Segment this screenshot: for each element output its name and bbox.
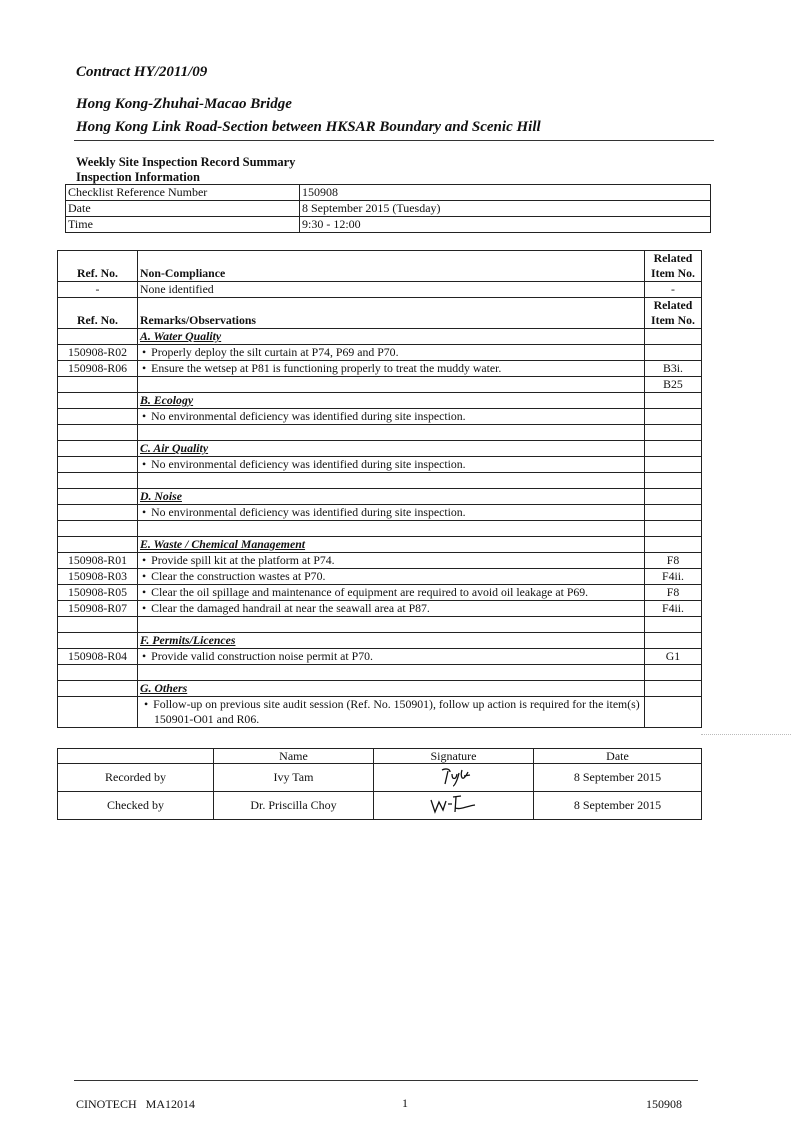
item-cell: [645, 617, 702, 633]
table-row: [58, 649, 702, 665]
ref-cell: [58, 425, 138, 441]
table-row: [58, 409, 702, 425]
section-row: [58, 329, 702, 345]
column-header-date: Date: [534, 749, 702, 764]
ref-cell: 150908-R06: [58, 361, 138, 377]
header-line: Item No.: [651, 266, 695, 280]
page-number: 1: [402, 1096, 408, 1110]
column-header-item: [645, 298, 702, 329]
table-row: [58, 282, 702, 298]
item-cell: [645, 409, 702, 425]
contract-number: Contract HY/2011/09: [76, 64, 208, 80]
table-row: [66, 185, 711, 201]
ref-cell: [58, 633, 138, 649]
signature-cell: [374, 792, 534, 820]
table-row: [58, 521, 702, 537]
desc-cell: [138, 425, 645, 441]
item-cell: [645, 457, 702, 473]
item-cell: B3i.: [645, 361, 702, 377]
bullet-text: • Follow-up on previous site audit session (Ref. No. 150901), follow up action is required for the item(s) 150901-O01 and R06.: [142, 697, 640, 726]
section-row: [58, 681, 702, 697]
column-header-item: [645, 251, 702, 282]
desc-cell: None identified: [138, 282, 645, 298]
item-cell: [645, 505, 702, 521]
section-title-permits: F. Permits/Licences: [138, 633, 645, 649]
ref-cell: -: [58, 282, 138, 298]
info-value: 150908: [300, 185, 711, 201]
section-title-air: C. Air Quality: [138, 441, 645, 457]
ref-cell: [58, 473, 138, 489]
item-cell: [645, 681, 702, 697]
record-title: Weekly Site Inspection Record Summary: [76, 155, 296, 169]
section-title-ecology: B. Ecology: [138, 393, 645, 409]
table-row: [58, 457, 702, 473]
item-cell: [645, 521, 702, 537]
column-header-name: Name: [214, 749, 374, 764]
desc-cell: • Clear the construction wastes at P70.: [138, 569, 645, 585]
table-row: [58, 792, 702, 820]
ref-cell: [58, 665, 138, 681]
header-line: Related: [653, 251, 693, 265]
item-cell: [645, 697, 702, 728]
section-row: [58, 633, 702, 649]
item-cell: F8: [645, 585, 702, 601]
info-value: 9:30 - 12:00: [300, 217, 711, 233]
desc-cell: • No environmental deficiency was identified during site inspection.: [138, 457, 645, 473]
item-cell: [645, 665, 702, 681]
table-row: [58, 585, 702, 601]
info-label: Date: [66, 201, 300, 217]
desc-cell: [138, 617, 645, 633]
item-cell: [645, 537, 702, 553]
ref-cell: [58, 393, 138, 409]
table-row: [66, 201, 711, 217]
desc-cell: • Ensure the wetsep at P81 is functioning properly to treat the muddy water.: [138, 361, 645, 377]
item-cell: [645, 345, 702, 361]
item-cell: F4ii.: [645, 601, 702, 617]
footer-company: CINOTECH MA12014: [76, 1097, 195, 1111]
item-cell: [645, 473, 702, 489]
table-row: [58, 473, 702, 489]
desc-cell: • No environmental deficiency was identified during site inspection.: [138, 409, 645, 425]
ref-cell: [58, 537, 138, 553]
ref-cell: [58, 681, 138, 697]
column-header-noncompliance: Non-Compliance: [138, 251, 645, 282]
ref-cell: 150908-R05: [58, 585, 138, 601]
section-title-water: A. Water Quality: [138, 329, 645, 345]
ref-cell: [58, 377, 138, 393]
table-row: [58, 377, 702, 393]
ref-cell: [58, 697, 138, 728]
ref-cell: [58, 441, 138, 457]
desc-cell: • Provide valid construction noise permit at P70.: [138, 649, 645, 665]
item-cell: [645, 441, 702, 457]
ref-cell: [58, 329, 138, 345]
desc-cell: • Clear the oil spillage and maintenance of equipment are required to avoid oil leakage at P69.: [138, 585, 645, 601]
project-title-line2: Hong Kong Link Road-Section between HKSAR Boundary and Scenic Hill: [76, 119, 541, 135]
section-row: [58, 489, 702, 505]
desc-cell: • No environmental deficiency was identified during site inspection.: [138, 505, 645, 521]
table-row: [58, 764, 702, 792]
footer-divider: [74, 1080, 698, 1081]
empty-header-cell: [58, 749, 214, 764]
project-title-line1: Hong Kong-Zhuhai-Macao Bridge: [76, 96, 292, 112]
column-header-remarks: Remarks/Observations: [138, 298, 645, 329]
role-cell: Recorded by: [58, 764, 214, 792]
desc-cell: [138, 521, 645, 537]
section-title-others: G. Others: [138, 681, 645, 697]
date-cell: 8 September 2015: [534, 792, 702, 820]
ref-cell: 150908-R03: [58, 569, 138, 585]
item-cell: F8: [645, 553, 702, 569]
item-cell: [645, 425, 702, 441]
table-row: [58, 697, 702, 728]
ref-cell: [58, 409, 138, 425]
table-row: [58, 569, 702, 585]
desc-cell: [138, 377, 645, 393]
record-title-block: [76, 155, 295, 185]
noncompliance-header-row: [58, 251, 702, 282]
table-row: [58, 345, 702, 361]
desc-cell: • Provide spill kit at the platform at P74.: [138, 553, 645, 569]
footer-reference: 150908: [646, 1097, 682, 1111]
table-row: [58, 505, 702, 521]
desc-cell: • Clear the damaged handrail at near the seawall area at P87.: [138, 601, 645, 617]
table-row: [58, 425, 702, 441]
table-row: [58, 617, 702, 633]
desc-cell: [138, 665, 645, 681]
section-row: [58, 441, 702, 457]
ref-cell: [58, 617, 138, 633]
signature-ivy-tam: [424, 764, 484, 788]
section-title-waste: E. Waste / Chemical Management: [138, 537, 645, 553]
item-cell: [645, 489, 702, 505]
signoff-table: [57, 748, 702, 820]
ref-cell: 150908-R04: [58, 649, 138, 665]
info-value: 8 September 2015 (Tuesday): [300, 201, 711, 217]
signoff-header-row: [58, 749, 702, 764]
table-row: [58, 665, 702, 681]
ref-cell: 150908-R07: [58, 601, 138, 617]
column-header-signature: Signature: [374, 749, 534, 764]
desc-cell: [138, 473, 645, 489]
name-cell: Ivy Tam: [214, 764, 374, 792]
item-cell: [645, 393, 702, 409]
remarks-header-row: [58, 298, 702, 329]
table-row: [58, 553, 702, 569]
header-line: Item No.: [651, 313, 695, 327]
section-row: [58, 393, 702, 409]
ref-cell: 150908-R01: [58, 553, 138, 569]
section-title-noise: D. Noise: [138, 489, 645, 505]
info-label: Time: [66, 217, 300, 233]
ref-cell: [58, 489, 138, 505]
table-row: [58, 361, 702, 377]
signature-priscilla-choy: [419, 792, 489, 816]
table-row: [58, 601, 702, 617]
name-cell: Dr. Priscilla Choy: [214, 792, 374, 820]
header-divider: [74, 140, 714, 141]
header-line: Related: [653, 298, 693, 312]
dotted-rule: [701, 734, 791, 735]
info-label: Checklist Reference Number: [66, 185, 300, 201]
signature-cell: [374, 764, 534, 792]
ref-cell: 150908-R02: [58, 345, 138, 361]
item-cell: B25: [645, 377, 702, 393]
item-cell: -: [645, 282, 702, 298]
desc-cell: • Properly deploy the silt curtain at P74, P69 and P70.: [138, 345, 645, 361]
column-header-ref: Ref. No.: [58, 251, 138, 282]
findings-table: [57, 250, 702, 728]
item-cell: F4ii.: [645, 569, 702, 585]
item-cell: [645, 633, 702, 649]
table-row: [66, 217, 711, 233]
column-header-ref: Ref. No.: [58, 298, 138, 329]
record-subtitle: Inspection Information: [76, 170, 200, 184]
inspection-info-table: [65, 184, 711, 233]
section-row: [58, 537, 702, 553]
item-cell: [645, 329, 702, 345]
ref-cell: [58, 521, 138, 537]
desc-cell: [138, 697, 645, 728]
ref-cell: [58, 505, 138, 521]
ref-cell: [58, 457, 138, 473]
item-cell: G1: [645, 649, 702, 665]
date-cell: 8 September 2015: [534, 764, 702, 792]
role-cell: Checked by: [58, 792, 214, 820]
